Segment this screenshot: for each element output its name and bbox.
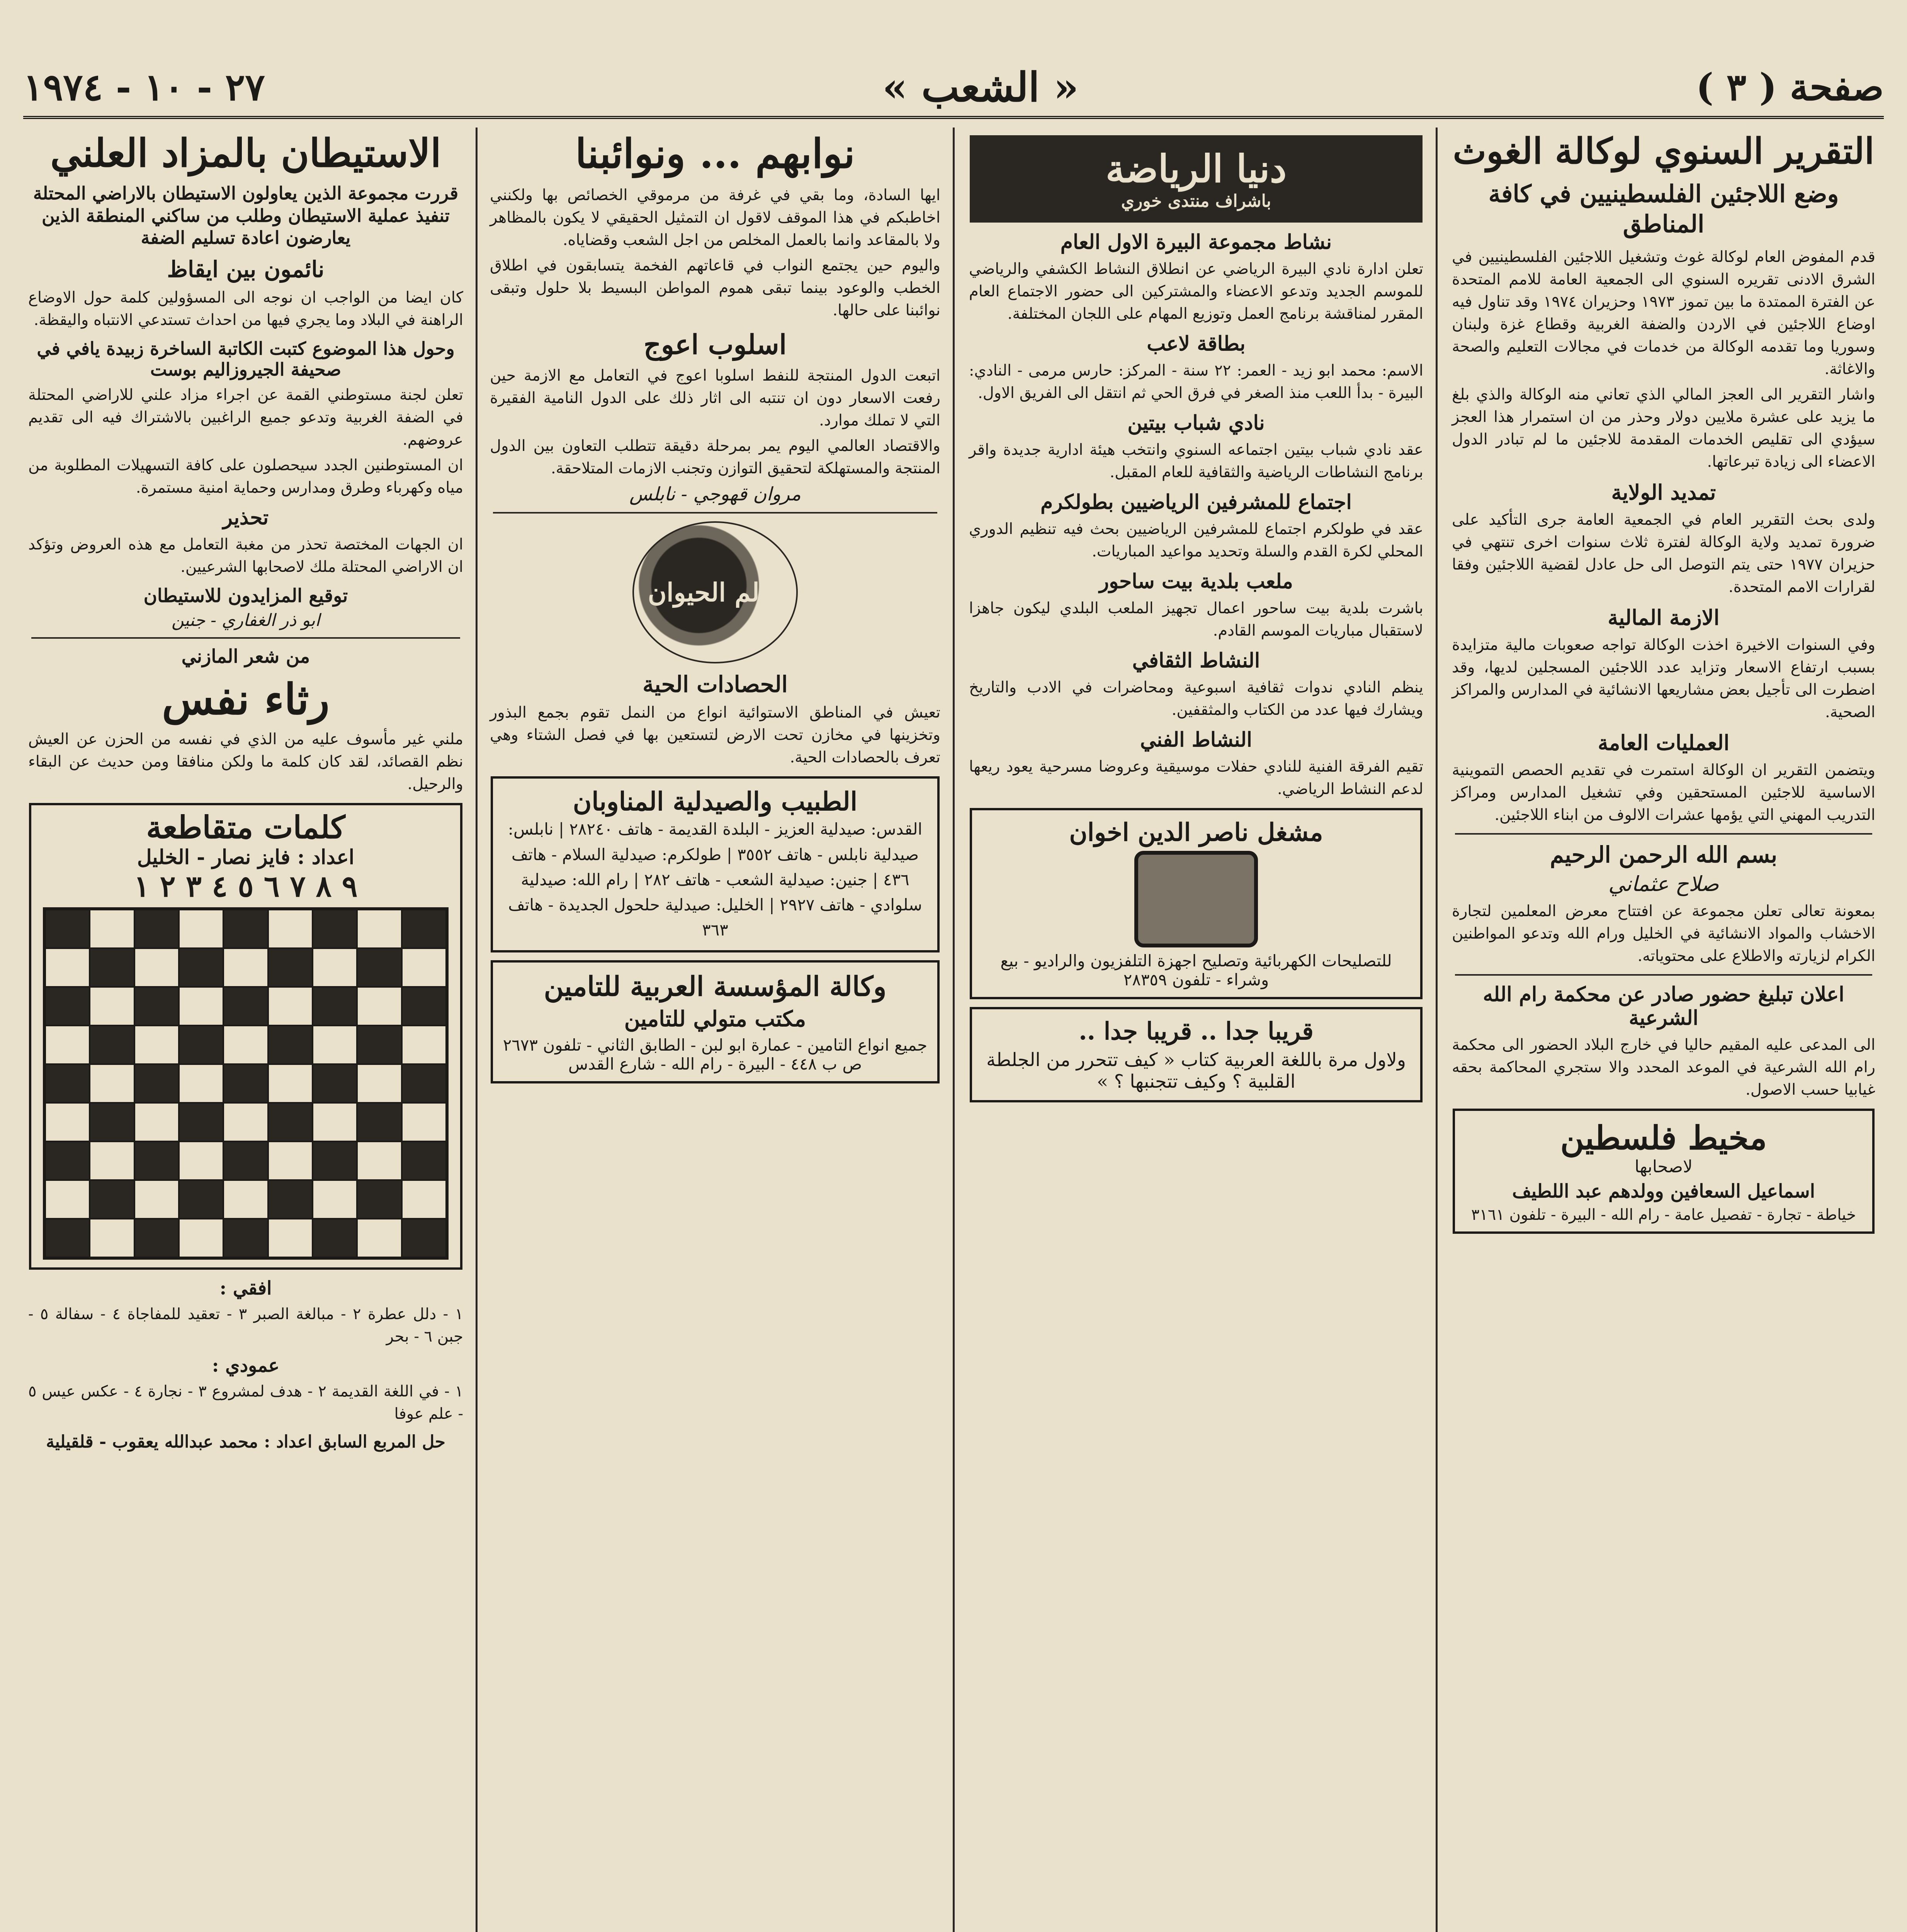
article-paragraph: ينظم النادي ندوات ثقافية اسبوعية ومحاضرات في الادب والتاريخ ويشارك فيها عدد من الكتاب والمثقفين. (969, 679, 1423, 719)
clues-across-title: افقي : (219, 1277, 272, 1299)
animal-world-logo (632, 521, 798, 663)
crossword-title: كلمات متقاطعة (146, 809, 345, 845)
author-byline: ابو ذر الغفاري - جنين (171, 610, 320, 630)
insurance-ad-sub: مكتب متولي للتامين (624, 1006, 806, 1032)
crossword-cell (402, 1180, 446, 1219)
previous-solution-title: حل المربع السابق اعداد : محمد عبدالله يعقوب - قلقيلية (46, 1432, 445, 1452)
section-heading: ملعب بلدية بيت ساحور (1099, 570, 1293, 593)
crossword-cell (313, 1180, 357, 1219)
crossword-cell (179, 1103, 223, 1141)
insurance-ad (491, 960, 940, 1083)
divider (493, 512, 937, 514)
crossword-cell (45, 910, 90, 948)
crossword-cell (357, 987, 401, 1026)
court-notice-body: الى المدعى عليه المقيم حاليا في خارج البلاد الحضور الى محكمة رام الله الشرعية في الموعد المحدد والا ستجري المحاكمة بحقه غيابيا حسب الاصول. (1452, 1036, 1875, 1099)
section-heading: تمديد الولاية (1611, 480, 1716, 505)
crossword-cell (134, 1219, 179, 1257)
article-paragraph: باشرت بلدية بيت ساحور اعمال تجهيز الملعب البلدي ليكون جاهزا لاستقبال مباريات الموسم القادم. (969, 599, 1423, 639)
article-paragraph: واشار التقرير الى العجز المالي الذي تعاني منه الوكالة والذي بلغ ما يزيد على عشرة ملايين دولار وحذر من ان استمرار هذا العجز سيؤدي الى تقليص الخدمات المقدمة للاجئين ما لم تبادر الدول الاعضاء الى زيادة تبرعاتها. (1452, 386, 1875, 471)
article-paragraph: تقيم الفرقة الفنية للنادي حفلات موسيقية وعروضا مسرحية يعود ريعها لدعم النشاط الرياضي. (969, 758, 1423, 798)
article-subhead: قررت مجموعة الذين يعاولون الاستيطان بالاراضي المحتلة تنفيذ عملية الاستيطان وطلب من ساكني المنطقة الذين يعارضون اعادة تسليم الضفة (33, 183, 459, 248)
section-heading: نشاط مجموعة البيرة الاول العام (1060, 230, 1332, 254)
article-paragraph: وفي السنوات الاخيرة اخذت الوكالة تواجه صعوبات مالية متزايدة بسبب ارتفاع الاسعار وتزايد عدد اللاجئين المسجلين لديها، وقد اضطرت الى تأجيل بعض مشاريعها الانشائية في المدارس والمراكز الصحية. (1452, 636, 1875, 721)
book-ad-body: ولاول مرة باللغة العربية كتاب « كيف تتحرر من الجلطة القلبية ؟ وكيف تتجنبها ؟ » (986, 1049, 1406, 1092)
pharmacy-list: القدس: صيدلية العزيز - البلدة القديمة - هاتف ٢٨٢٤٠ | نابلس: صيدلية نابلس - هاتف ٣٥٥٢ | طولكرم: صيدلية السلام - هاتف ٤٣٦ | جنين: صيدلية الشعب - هاتف ٢٨٢ | رام الله: صيدلية سلوادي - هاتف ٢٩٢٧ | الخليل: صيدلية حلحول الجديدة - هاتف ٣٦٣ (508, 820, 923, 939)
clues-down-title: عمودي : (212, 1354, 280, 1376)
section-heading: الحصادات الحية (642, 671, 788, 698)
repair-ad-title: مشغل ناصر الدين اخوان (1069, 818, 1323, 847)
section-heading: نائمون بين ايقاظ (167, 256, 325, 282)
poem-body: ملني غير مأسوف عليه من الذي في نفسه من الحزن عن العيش نظم القصائد، لقد كان كلمة ما ولكن منافقا ومن حديث عن البقاء والرحيل. (28, 730, 463, 793)
crossword-cell (45, 948, 90, 987)
crossword-cell (402, 1219, 446, 1257)
crossword-cell (402, 1064, 446, 1103)
crossword-cell (313, 1103, 357, 1141)
crossword-cell (402, 910, 446, 948)
insurance-ad-title: وكالة المؤسسة العربية للتامين (544, 970, 887, 1002)
article-paragraph: ان الجهات المختصة تحذر من مغبة التعامل مع هذه العروض وتؤكد ان الاراضي المحتلة ملك لاصحابها الشرعيين. (28, 535, 463, 576)
crossword-column-numbers: ٩ ٨ ٧ ٦ ٥ ٤ ٣ ٢ ١ (134, 869, 358, 903)
crossword-cell (223, 1141, 268, 1180)
column-rule (476, 128, 478, 1932)
section-heading: اجتماع للمشرفين الرياضيين بطولكرم (1040, 490, 1352, 514)
crossword-cell (45, 987, 90, 1026)
crossword-cell (134, 948, 179, 987)
crossword-cell (179, 910, 223, 948)
article-paragraph: قدم المفوض العام لوكالة غوث وتشغيل اللاجئين الفلسطينيين في الشرق الادنى تقريره السنوي الى الجمعية العامة للامم المتحدة عن الفترة الممتدة ما بين تموز ١٩٧٣ وحزيران ١٩٧٤ وقد تناول فيه اوضاع اللاجئين في الاردن والضفة الغربية وقطاع غزة ولبنان وسوريا وما تقدمه الوكالة من خدمات في مجالات التعليم والصحة والاغاثة. (1452, 248, 1876, 378)
crossword-cell (313, 1064, 357, 1103)
article-paragraph: ان المستوطنين الجدد سيحصلون على كافة التسهيلات المطلوبة من مياه وكهرباء وطرق ومدارس وحماية امنية مستمرة. (28, 456, 463, 497)
section-heading: النشاط الثقافي (1132, 649, 1260, 672)
court-notice-title: اعلان تبليغ حضور صادر عن محكمة رام الله الشرعية (1483, 983, 1844, 1030)
crossword-cell (223, 1026, 268, 1064)
crossword-cell (268, 1141, 313, 1180)
article-paragraph: عقد في طولكرم اجتماع للمشرفين الرياضيين بحث فيه تنظيم الدوري المحلي لكرة القدم والسلة وتحديد مواعيد المباريات. (969, 520, 1423, 560)
crossword-cell (357, 1180, 401, 1219)
article-paragraph: ولدى بحث التقرير العام في الجمعية العامة جرى التأكيد على ضرورة تمديد ولاية الوكالة لفترة ثلاث سنوات اخرى تنتهي في حزيران ١٩٧٧ حتى يتم التوصل الى حل عادل لقضية اللاجئين وفقا لقرارات الامم المتحدة. (1452, 511, 1876, 596)
crossword-cell (179, 1026, 223, 1064)
article-paragraph: ايها السادة، وما بقي في غرفة من مرموقي الخصائص بها ولكنني اخاطبكم في هذا الموقف لاقول ان التمثيل الحقيقي لا يكون بالمظاهر ولا بالمقاعد وانما بالعمل المخلص من اجل الشعب وقضاياه. (490, 186, 940, 249)
crossword-cell (90, 1219, 134, 1257)
section-heading: نادي شباب بيتين (1127, 411, 1265, 435)
section-heading: اسلوب اعوج (643, 328, 787, 361)
article-paragraph: ويتضمن التقرير ان الوكالة استمرت في تقديم الحصص التموينية الاساسية للاجئين المستحقين وفي تشغيل المدارس ومراكز التدريب المهني التي يؤمها عشرات الالوف من ابناء اللاجئين. (1452, 761, 1875, 824)
crossword-cell (45, 1064, 90, 1103)
article-paragraph: تعيش في المناطق الاستوائية انواع من النمل تقوم بجمع البذور وتخزينها في مخازن تحت الارض لتستعين بها في فصل الشتاء وهي تعرف بالحصادات الحية. (490, 704, 940, 767)
crossword-cell (90, 1103, 134, 1141)
column-unrwa (1447, 128, 1880, 1932)
crossword-grid (43, 907, 449, 1260)
article-headline: التقرير السنوي لوكالة الغوث (1453, 130, 1875, 172)
crossword-cell (223, 910, 268, 948)
crossword-cell (134, 987, 179, 1026)
crossword-cell (179, 1141, 223, 1180)
crossword-cell (402, 1103, 446, 1141)
article-subhead: وضع اللاجئين الفلسطينيين في كافة المناطق (1488, 180, 1839, 238)
crossword-cell (179, 1064, 223, 1103)
crossword-cell (223, 948, 268, 987)
tailor-ad-sub: لاصحابها (1634, 1157, 1693, 1177)
signature-block: توقيع المزايدون للاستيطان (143, 585, 348, 607)
issue-date: ٢٧ - ١٠ - ١٩٧٤ (23, 65, 265, 109)
crossword-cell (223, 1219, 268, 1257)
crossword-cell (45, 1026, 90, 1064)
crossword-cell (179, 987, 223, 1026)
crossword-cell (134, 1180, 179, 1219)
section-heading: بطاقة لاعب (1147, 332, 1246, 355)
sports-banner-title: دنيا الرياضة (1105, 147, 1287, 191)
crossword-cell (357, 948, 401, 987)
crossword-cell (402, 1141, 446, 1180)
article-headline: نوابهم ... ونوائبنا (575, 130, 855, 177)
repair-shop-ad (970, 808, 1423, 999)
crossword-cell (357, 1064, 401, 1103)
crossword-cell (313, 1026, 357, 1064)
article-paragraph: تعلن ادارة نادي البيرة الرياضي عن انطلاق النشاط الكشفي والرياضي للموسم الجديد وتدعو الاعضاء والمشتركين الى حضور الاجتماع العام المقرر لمناقشة برنامج العمل وتوزيع المهام على اللجان المختلفة. (969, 260, 1423, 323)
pharmacy-box (491, 776, 940, 952)
section-heading: وحول هذا الموضوع كتبت الكاتبة الساخرة زبيدة يافي في صحيفة الجيروزاليم بوست (37, 338, 455, 380)
crossword-cell (268, 1219, 313, 1257)
article-headline: الاستيطان بالمزاد العلني (50, 130, 441, 176)
crossword-cell (45, 1103, 90, 1141)
crossword-cell (223, 1180, 268, 1219)
crossword-cell (268, 948, 313, 987)
crossword-cell (90, 1026, 134, 1064)
crossword-box (29, 803, 462, 1270)
poem-source: من شعر المازني (181, 645, 310, 667)
crossword-cell (268, 910, 313, 948)
crossword-cell (179, 948, 223, 987)
crossword-cell (402, 948, 446, 987)
crossword-cell (179, 1219, 223, 1257)
divider (1455, 974, 1872, 976)
crossword-cell (90, 1180, 134, 1219)
tailor-ad-info: خياطة - تجارة - تفصيل عامة - رام الله - البيرة - تلفون ٣١٦١ (1471, 1206, 1856, 1224)
crossword-cell (402, 1026, 446, 1064)
section-heading: الازمة المالية (1608, 605, 1720, 630)
crossword-cell (357, 1026, 401, 1064)
masthead (23, 58, 1884, 119)
clues-across: ١ - دلل عطرة ٢ - مبالغة الصبر ٣ - تعقيد للمفاجاة ٤ - سفالة ٥ - جبن ٦ - بحر (28, 1305, 464, 1345)
poem-title: رثاء نفس (162, 674, 330, 724)
animal-world-title: عالم الحيوان (648, 577, 783, 608)
tailor-ad-owner: اسماعيل السعافين وولدهم عبد اللطيف (1512, 1180, 1815, 1202)
article-paragraph: كان ايضا من الواجب ان نوجه الى المسؤولين كلمة حول الاوضاع الراهنة في البلاد وما يجري فيها من احداث تستدعي الانتباه واليقظة. (28, 288, 463, 329)
crossword-cell (179, 1180, 223, 1219)
paper-name: « الشعب » (882, 63, 1079, 111)
article-paragraph: عقد نادي شباب بيتين اجتماعه السنوي وانتخب هيئة ادارية جديدة واقر برنامج النشاطات الرياضية والثقافية للعام المقبل. (969, 441, 1423, 481)
crossword-cell (313, 948, 357, 987)
signature: صلاح عثماني (1608, 872, 1719, 896)
section-heading: النشاط الفني (1140, 728, 1253, 752)
section-heading: العمليات العامة (1598, 730, 1730, 755)
crossword-cell (134, 1026, 179, 1064)
crossword-cell (357, 1141, 401, 1180)
crossword-cell (134, 1141, 179, 1180)
crossword-cell (313, 1141, 357, 1180)
sports-banner-sub: باشراف منتدى خوري (1121, 191, 1271, 211)
tailor-ad (1453, 1109, 1875, 1234)
repair-ad-body: للتصليحات الكهربائية وتصليح اجهزة التلفزيون والراديو - بيع وشراء - تلفون ٢٨٣٥٩ (1000, 951, 1392, 989)
article-paragraph: بمعونة تعالى تعلن مجموعة عن افتتاح معرض المعلمين لتجارة الاخشاب والمواد الانشائية في الخليل ورام الله وتدعو المواطنين الكرام لزيارته والاطلاع على محتوياته. (1452, 902, 1875, 965)
column-rule (1436, 128, 1438, 1932)
crossword-cell (268, 1064, 313, 1103)
article-paragraph: واليوم حين يجتمع النواب في قاعاتهم الفخمة يتسابقون في اطلاق الخطب والوعود بينما تبقى هموم المواطن البسيط بلا حلول وتبقى نوائبنا على حالها. (490, 257, 940, 320)
article-paragraph: والاقتصاد العالمي اليوم يمر بمرحلة دقيقة تتطلب التعاون بين الدول المنتجة والمستهلكة لتحقيق التوازن وتجنب الازمات المتلاحقة. (490, 437, 940, 478)
crossword-cell (402, 987, 446, 1026)
column-sports (964, 128, 1428, 1932)
greeting: بسم الله الرحمن الرحيم (1550, 842, 1778, 868)
author-byline: مروان قهوجي - نابلس (629, 483, 801, 505)
crossword-cell (268, 1180, 313, 1219)
pharmacy-title: الطبيب والصيدلية المناوبان (573, 786, 858, 817)
crossword-author: اعداد : فايز نصار - الخليل (137, 845, 355, 869)
crossword-cell (90, 910, 134, 948)
crossword-cell (268, 987, 313, 1026)
book-ad-title: قريبا جدا .. قريبا جدا .. (1079, 1017, 1314, 1045)
crossword-cell (45, 1180, 90, 1219)
crossword-cell (45, 1141, 90, 1180)
divider (31, 637, 460, 639)
crossword-cell (90, 987, 134, 1026)
crossword-cell (90, 1141, 134, 1180)
divider (1455, 833, 1872, 835)
crossword-cell (313, 987, 357, 1026)
crossword-cell (313, 1219, 357, 1257)
crossword-cell (223, 987, 268, 1026)
column-rule (953, 128, 955, 1932)
book-ad (970, 1007, 1423, 1102)
crossword-cell (134, 1103, 179, 1141)
crossword-cell (223, 1064, 268, 1103)
crossword-cell (134, 1064, 179, 1103)
crossword-cell (223, 1103, 268, 1141)
tailor-ad-title: مخيط فلسطين (1560, 1119, 1767, 1157)
crossword-cell (313, 910, 357, 948)
crossword-cell (45, 1219, 90, 1257)
sports-banner (970, 135, 1423, 223)
insurance-ad-body: جميع انواع التامين - عمارة ابو لبن - الطابق الثاني - تلفون ٢٦٧٣ ص ب ٤٤٨ - البيرة - رام الله - شارع القدس (503, 1035, 928, 1073)
page-number: صفحة ( ٣ ) (1696, 65, 1884, 109)
section-heading: تحذير (223, 505, 269, 529)
crossword-cell (268, 1103, 313, 1141)
crossword-cell (357, 1103, 401, 1141)
clues-down: ١ - في اللغة القديمة ٢ - هدف لمشروع ٣ - نجارة ٤ - عكس عيس ٥ - علم عوفا (28, 1382, 463, 1423)
crossword-cell (90, 1064, 134, 1103)
crossword-cell (268, 1026, 313, 1064)
article-paragraph: اتبعت الدول المنتجة للنفط اسلوبا اعوج في التعامل مع الازمة حين رفعت الاسعار دون ان تنتبه الى اثار ذلك على الدول النامية الفقيرة التي لا تملك موارد. (490, 367, 940, 430)
article-paragraph: الاسم: محمد ابو زيد - العمر: ٢٢ سنة - المركز: حارس مرمى - النادي: البيرة - بدأ اللعب منذ الصغر في فرق الحي ثم انتقل الى الفريق الاول. (969, 362, 1423, 402)
column-opinion (485, 128, 945, 1932)
crossword-cell (357, 910, 401, 948)
article-paragraph: تعلن لجنة مستوطني القمة عن اجراء مزاد علني للاراضي المحتلة في الضفة الغربية وتدعو جميع الراغبين بالاشتراك فيه الى تقديم عروضهم. (28, 386, 463, 449)
crossword-cell (134, 910, 179, 948)
television-icon (1134, 851, 1258, 947)
column-settlement (24, 128, 468, 1932)
crossword-cell (357, 1219, 401, 1257)
crossword-cell (90, 948, 134, 987)
